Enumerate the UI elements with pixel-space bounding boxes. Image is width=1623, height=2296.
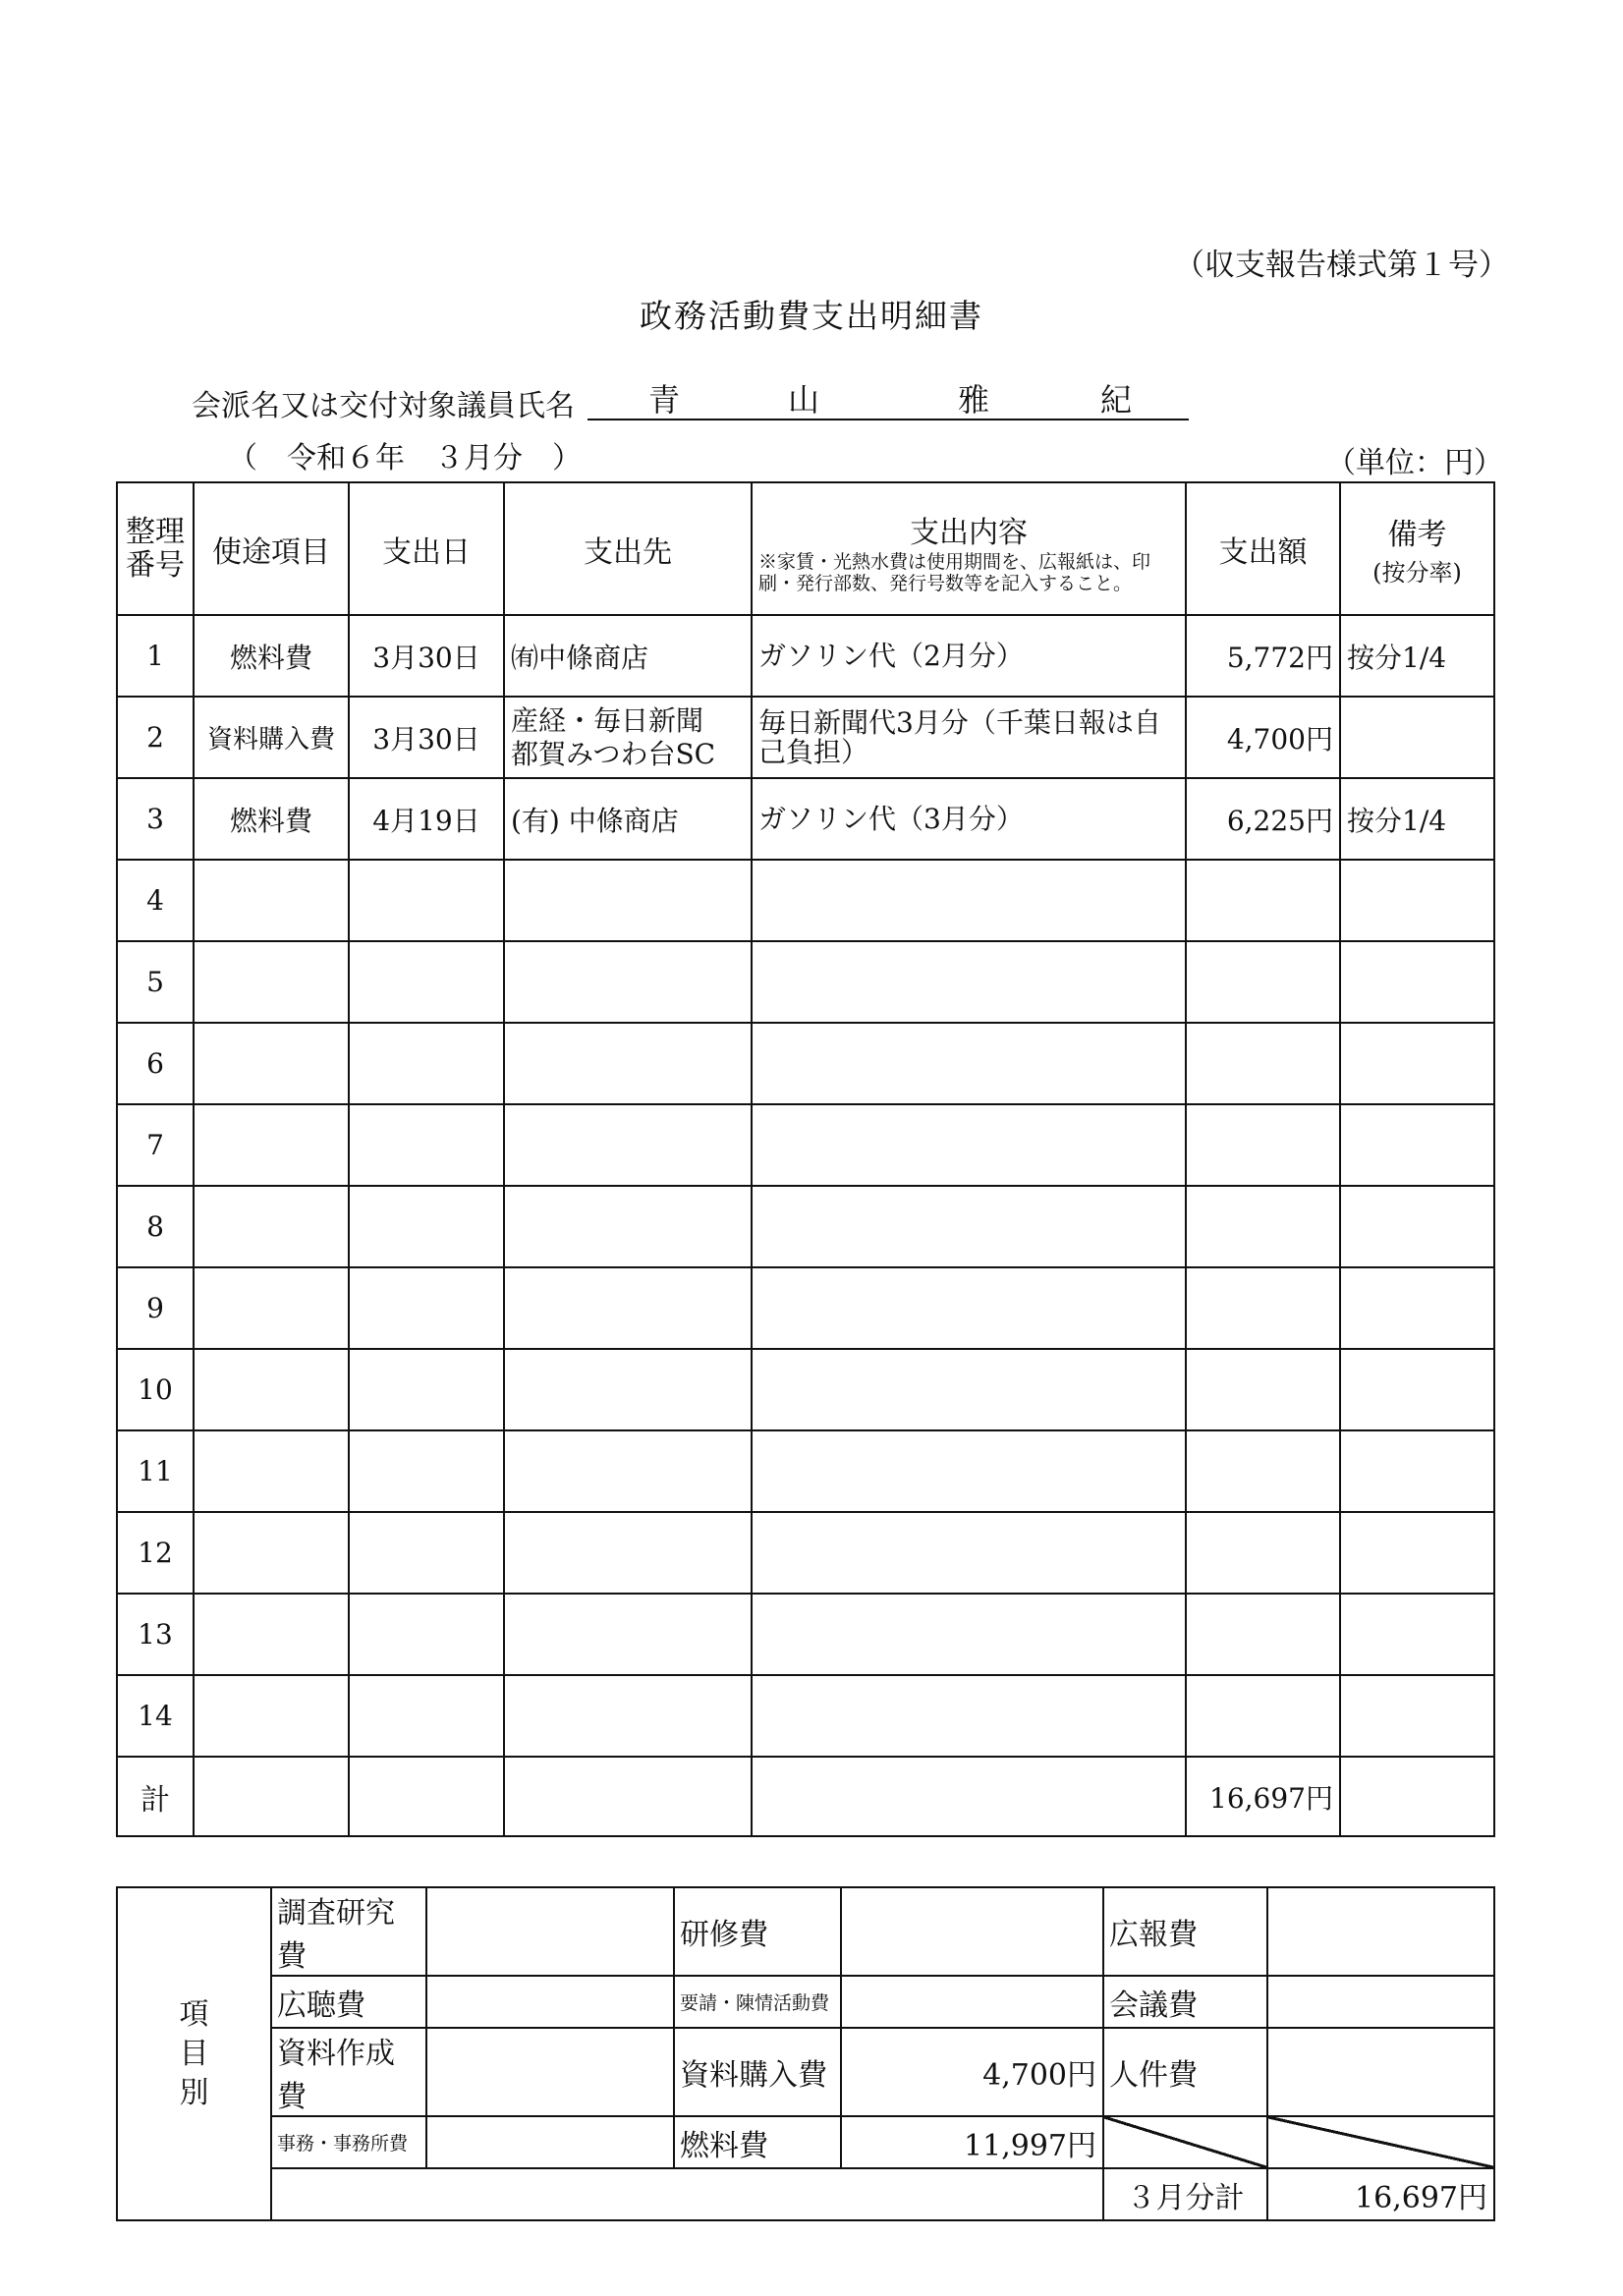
row-payee: 産経・毎日新聞 都賀みつわ台SC [504,697,752,778]
row-date: 3月30日 [349,615,504,697]
row-no: 1 [117,615,194,697]
row-date [349,941,504,1023]
table-row [117,615,1494,697]
row-remarks [1340,941,1494,1023]
row-remarks [1340,1594,1494,1675]
row-remarks: 按分1/4 [1340,615,1494,697]
row-remarks [1340,1104,1494,1186]
row-purpose [194,860,349,941]
summary-value-chosa-kenkyu [426,1887,674,1976]
row-remarks: 按分1/4 [1340,778,1494,860]
total-remarks [1340,1757,1494,1836]
summary-label-nenryo: 燃料費 [674,2116,841,2168]
summary-diagonal-cell-2 [1267,2116,1494,2168]
row-date [349,860,504,941]
summary-value-koho [1267,1887,1494,1976]
row-remarks [1340,1430,1494,1512]
header-content-note: ※家賃・光熱水費は使用期間を、広報紙は、印刷・発行部数、発行号数等を記入すること。 [758,550,1151,594]
document-title: 政務活動費支出明細書 [640,297,983,335]
row-content [752,1186,1186,1267]
table-row [117,1512,1494,1594]
row-content [752,1104,1186,1186]
row-payee [504,860,752,941]
row-purpose [194,1104,349,1186]
row-payee [504,1430,752,1512]
row-remarks [1340,1512,1494,1594]
row-purpose: 資料購入費 [194,697,349,778]
row-no: 5 [117,941,194,1023]
row-purpose: 燃料費 [194,778,349,860]
month-total-label: ３月分計 [1103,2168,1267,2220]
summary-label-shiryo-konyu: 資料購入費 [674,2028,841,2116]
row-remarks [1340,1267,1494,1349]
table-row [117,1104,1494,1186]
row-no: 14 [117,1675,194,1757]
summary-label-kaigi: 会議費 [1103,1976,1267,2028]
row-content [752,1512,1186,1594]
row-payee [504,1512,752,1594]
row-date [349,1186,504,1267]
row-remarks [1340,1675,1494,1757]
row-amount [1186,1430,1340,1512]
row-content [752,1023,1186,1104]
total-content [752,1757,1186,1836]
unit-label: （単位：円） [1326,446,1503,480]
row-no: 11 [117,1430,194,1512]
row-payee [504,1104,752,1186]
header-no: 整理番号 [117,482,194,615]
summary-section-label: 項目別 [117,1887,271,2220]
total-row [117,1757,1494,1836]
row-date [349,1512,504,1594]
member-label: 会派名又は交付対象議員氏名 [192,389,575,423]
row-payee [504,1023,752,1104]
row-date: 4月19日 [349,778,504,860]
row-remarks [1340,860,1494,941]
row-remarks [1340,1349,1494,1430]
row-amount [1186,1349,1340,1430]
row-date [349,1675,504,1757]
summary-value-kocho [426,1976,674,2028]
row-amount: 5,772円 [1186,615,1340,697]
row-no: 9 [117,1267,194,1349]
row-amount [1186,1512,1340,1594]
row-payee [504,941,752,1023]
row-content: 毎日新聞代3月分（千葉日報は自己負担） [752,697,1186,778]
row-purpose: 燃料費 [194,615,349,697]
total-payee [504,1757,752,1836]
summary-label-koho: 広報費 [1103,1887,1267,1976]
row-date [349,1267,504,1349]
row-payee [504,1594,752,1675]
row-content: ガソリン代（2月分） [752,615,1186,697]
row-content [752,941,1186,1023]
row-no: 2 [117,697,194,778]
expense-detail-table [116,481,1495,1837]
total-date [349,1757,504,1836]
row-amount [1186,1186,1340,1267]
row-purpose [194,1430,349,1512]
row-no: 6 [117,1023,194,1104]
summary-label-yosei-chinjo: 要請・陳情活動費 [674,1976,841,2028]
member-name-char-4: 紀 [1100,381,1133,419]
table-row [117,1594,1494,1675]
summary-diagonal-cell-1 [1103,2116,1267,2168]
row-content [752,1675,1186,1757]
table-row [117,941,1494,1023]
row-remarks [1340,1023,1494,1104]
header-purpose: 使途項目 [194,482,349,615]
row-content: ガソリン代（3月分） [752,778,1186,860]
row-date [349,1430,504,1512]
summary-blank-row [271,2168,1103,2220]
member-name-char-3: 雅 [958,381,990,419]
row-content [752,1594,1186,1675]
row-content [752,1267,1186,1349]
row-payee: (有) 中條商店 [504,778,752,860]
table-row [117,1023,1494,1104]
category-summary-table [116,1886,1495,2221]
member-name [588,373,1189,420]
row-remarks [1340,1186,1494,1267]
row-amount: 4,700円 [1186,697,1340,778]
row-no: 3 [117,778,194,860]
row-purpose [194,1186,349,1267]
row-content [752,860,1186,941]
row-amount [1186,1104,1340,1186]
summary-label-kenshu: 研修費 [674,1887,841,1976]
table-row [117,1186,1494,1267]
total-amount: 16,697円 [1186,1757,1340,1836]
member-name-char-2: 山 [788,381,820,419]
row-date [349,1594,504,1675]
row-payee [504,1349,752,1430]
table-row [117,860,1494,941]
header-content: 支出内容 ※家賃・光熱水費は使用期間を、広報紙は、印刷・発行部数、発行号数等を記入すること。 [752,482,1186,615]
summary-label-kocho: 広聴費 [271,1976,426,2028]
form-number: （収支報告様式第１号） [1174,248,1509,283]
header-remarks-sub: (按分率) [1372,559,1462,587]
table-row [117,1349,1494,1430]
summary-value-yosei-chinjo [841,1976,1103,2028]
summary-value-shiryo-konyu: 4,700円 [841,2028,1103,2116]
row-purpose [194,1349,349,1430]
summary-value-kaigi [1267,1976,1494,2028]
table-header-row [117,482,1494,615]
row-purpose [194,1512,349,1594]
row-payee: ㈲中條商店 [504,615,752,697]
row-amount [1186,941,1340,1023]
table-row [117,1267,1494,1349]
total-label: 計 [117,1757,194,1836]
row-content [752,1430,1186,1512]
row-amount [1186,1594,1340,1675]
row-payee [504,1267,752,1349]
row-date [349,1349,504,1430]
month-total-value: 16,697円 [1267,2168,1494,2220]
summary-value-jinken [1267,2028,1494,2116]
row-no: 8 [117,1186,194,1267]
summary-label-chosa-kenkyu: 調査研究費 [271,1887,426,1976]
row-purpose [194,1675,349,1757]
row-amount [1186,1023,1340,1104]
summary-value-jimusho [426,2116,674,2168]
row-amount [1186,1267,1340,1349]
row-no: 4 [117,860,194,941]
row-no: 7 [117,1104,194,1186]
row-remarks [1340,697,1494,778]
table-row [117,778,1494,860]
row-amount: 6,225円 [1186,778,1340,860]
table-row [117,697,1494,778]
total-purpose [194,1757,349,1836]
member-name-char-1: 青 [648,381,681,419]
row-amount [1186,860,1340,941]
row-purpose [194,1594,349,1675]
summary-label-jimusho: 事務・事務所費 [271,2116,426,2168]
summary-value-nenryo: 11,997円 [841,2116,1103,2168]
summary-value-shiryo-sakusei [426,2028,674,2116]
row-date [349,1104,504,1186]
row-no: 10 [117,1349,194,1430]
row-no: 13 [117,1594,194,1675]
summary-label-shiryo-sakusei: 資料作成費 [271,2028,426,2116]
header-payee: 支出先 [504,482,752,615]
row-purpose [194,1023,349,1104]
header-date: 支出日 [349,482,504,615]
row-payee [504,1675,752,1757]
header-remarks: 備考 (按分率) [1340,482,1494,615]
row-date [349,1023,504,1104]
header-amount: 支出額 [1186,482,1340,615]
summary-value-kenshu [841,1887,1103,1976]
report-period: （ 令和６年 ３月分 ） [228,441,582,476]
row-no: 12 [117,1512,194,1594]
row-content [752,1349,1186,1430]
row-amount [1186,1675,1340,1757]
table-row [117,1430,1494,1512]
row-purpose [194,1267,349,1349]
row-date: 3月30日 [349,697,504,778]
row-purpose [194,941,349,1023]
table-row [117,1675,1494,1757]
row-payee [504,1186,752,1267]
summary-label-jinken: 人件費 [1103,2028,1267,2116]
